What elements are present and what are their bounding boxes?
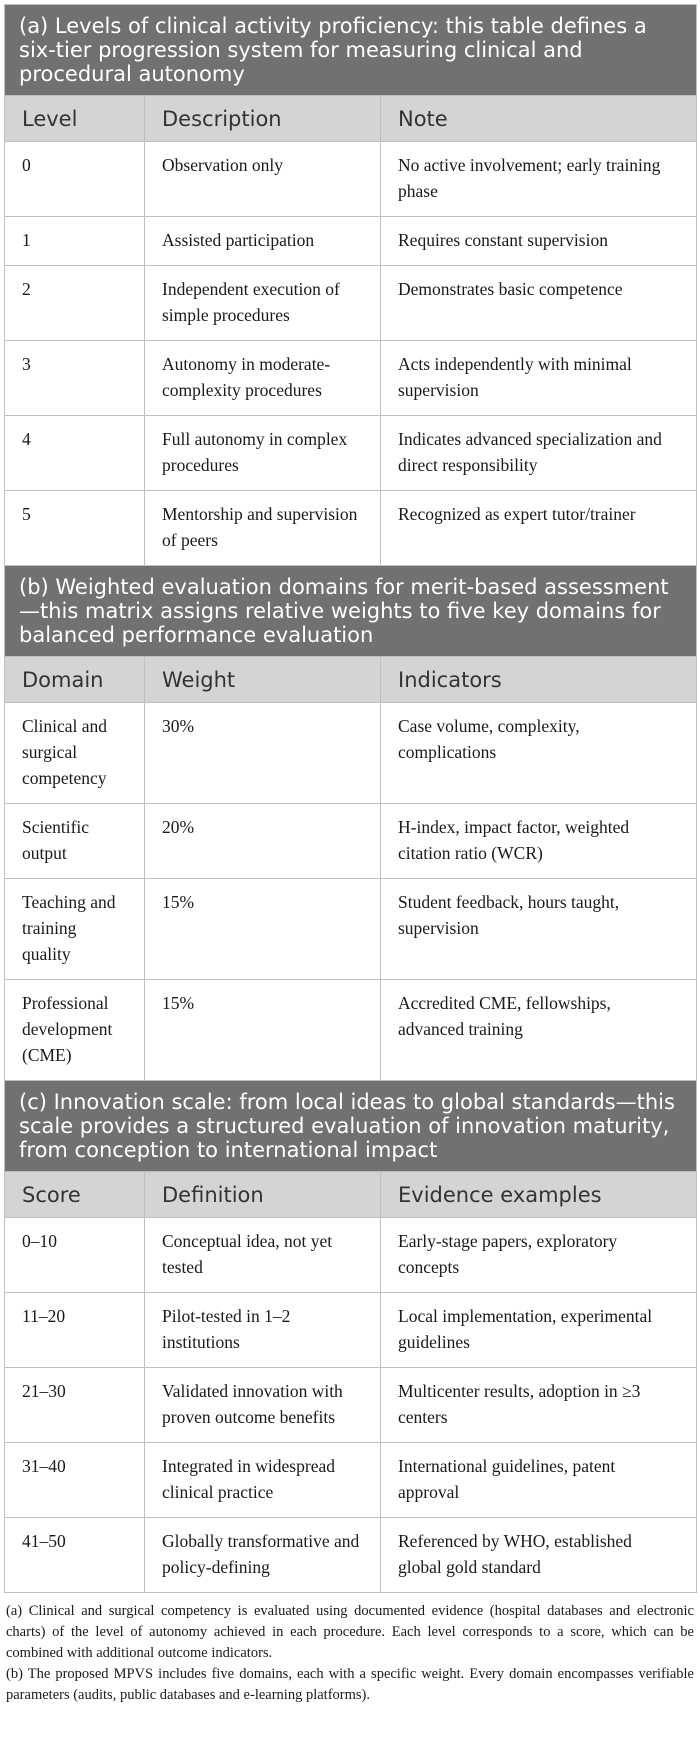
description-cell: Full autonomy in complex procedures bbox=[145, 416, 381, 491]
footnote-b: (b) The proposed MPVS includes five domains, each with a specific weight. Every domain encompasses verifiable parameters (audits, public databases and e-learning platforms). bbox=[6, 1666, 694, 1703]
definition-cell: Validated innovation with proven outcome benefits bbox=[145, 1368, 381, 1443]
definition-cell: Globally transformative and policy-defining bbox=[145, 1518, 381, 1593]
weight-cell: 15% bbox=[145, 980, 381, 1081]
note-cell: Requires constant supervision bbox=[381, 217, 697, 266]
table-row bbox=[5, 703, 697, 804]
table-row bbox=[5, 1518, 697, 1593]
score-cell: 0–10 bbox=[5, 1218, 145, 1293]
level-cell: 2 bbox=[5, 266, 145, 341]
table-footnotes bbox=[4, 1601, 696, 1706]
column-header-definition: Definition bbox=[145, 1172, 381, 1218]
evidence-cell: Multicenter results, adoption in ≥3 centers bbox=[381, 1368, 697, 1443]
section-b-title-row bbox=[5, 566, 697, 657]
table-row bbox=[5, 1368, 697, 1443]
weight-cell: 15% bbox=[145, 879, 381, 980]
evidence-cell: Local implementation, experimental guidelines bbox=[381, 1293, 697, 1368]
evaluation-table bbox=[4, 4, 697, 1593]
domain-cell: Teaching and training quality bbox=[5, 879, 145, 980]
document bbox=[4, 4, 696, 1706]
table-row bbox=[5, 1443, 697, 1518]
domain-cell: Clinical and surgical competency bbox=[5, 703, 145, 804]
level-cell: 4 bbox=[5, 416, 145, 491]
table-row bbox=[5, 804, 697, 879]
level-cell: 1 bbox=[5, 217, 145, 266]
section-b-title: (b) Weighted evaluation domains for merit-based assessment—this matrix assigns relative weights to five key domains for balanced performance evaluation bbox=[5, 566, 697, 657]
definition-cell: Integrated in widespread clinical practice bbox=[145, 1443, 381, 1518]
table-row bbox=[5, 980, 697, 1081]
level-cell: 5 bbox=[5, 491, 145, 566]
section-a-title-row bbox=[5, 5, 697, 96]
column-header-evidence: Evidence examples bbox=[381, 1172, 697, 1218]
description-cell: Assisted participation bbox=[145, 217, 381, 266]
definition-cell: Conceptual idea, not yet tested bbox=[145, 1218, 381, 1293]
description-cell: Mentorship and supervision of peers bbox=[145, 491, 381, 566]
level-cell: 0 bbox=[5, 142, 145, 217]
evidence-cell: Referenced by WHO, established global gold standard bbox=[381, 1518, 697, 1593]
section-c-title-row bbox=[5, 1081, 697, 1172]
note-cell: Indicates advanced specialization and direct responsibility bbox=[381, 416, 697, 491]
table-row bbox=[5, 416, 697, 491]
note-cell: No active involvement; early training phase bbox=[381, 142, 697, 217]
table-row bbox=[5, 341, 697, 416]
table-row bbox=[5, 217, 697, 266]
description-cell: Observation only bbox=[145, 142, 381, 217]
footnote-a: (a) Clinical and surgical competency is evaluated using documented evidence (hospital databases and electronic charts) of the level of autonomy achieved in each procedure. Each level corresponds to a score, which can be combined with additional outcome indicators. bbox=[6, 1603, 694, 1661]
table-row bbox=[5, 1218, 697, 1293]
table-row bbox=[5, 1293, 697, 1368]
table-row bbox=[5, 142, 697, 217]
column-header-score: Score bbox=[5, 1172, 145, 1218]
section-a-header-row bbox=[5, 96, 697, 142]
score-cell: 41–50 bbox=[5, 1518, 145, 1593]
score-cell: 21–30 bbox=[5, 1368, 145, 1443]
domain-cell: Scientific output bbox=[5, 804, 145, 879]
column-header-note: Note bbox=[381, 96, 697, 142]
section-c-header-row bbox=[5, 1172, 697, 1218]
section-a-title: (a) Levels of clinical activity proficiency: this table defines a six-tier progression system for measuring clinical and procedural autonomy bbox=[5, 5, 697, 96]
indicators-cell: Student feedback, hours taught, supervision bbox=[381, 879, 697, 980]
indicators-cell: Case volume, complexity, complications bbox=[381, 703, 697, 804]
table-row bbox=[5, 879, 697, 980]
description-cell: Independent execution of simple procedures bbox=[145, 266, 381, 341]
indicators-cell: H-index, impact factor, weighted citation ratio (WCR) bbox=[381, 804, 697, 879]
column-header-level: Level bbox=[5, 96, 145, 142]
score-cell: 31–40 bbox=[5, 1443, 145, 1518]
column-header-domain: Domain bbox=[5, 657, 145, 703]
table-row bbox=[5, 266, 697, 341]
evidence-cell: Early-stage papers, exploratory concepts bbox=[381, 1218, 697, 1293]
evidence-cell: International guidelines, patent approval bbox=[381, 1443, 697, 1518]
description-cell: Autonomy in moderate-complexity procedures bbox=[145, 341, 381, 416]
section-c-title: (c) Innovation scale: from local ideas to global standards—this scale provides a structured evaluation of innovation maturity, from conception to international impact bbox=[5, 1081, 697, 1172]
section-b-header-row bbox=[5, 657, 697, 703]
note-cell: Demonstrates basic competence bbox=[381, 266, 697, 341]
score-cell: 11–20 bbox=[5, 1293, 145, 1368]
weight-cell: 30% bbox=[145, 703, 381, 804]
definition-cell: Pilot-tested in 1–2 institutions bbox=[145, 1293, 381, 1368]
column-header-weight: Weight bbox=[145, 657, 381, 703]
column-header-indicators: Indicators bbox=[381, 657, 697, 703]
level-cell: 3 bbox=[5, 341, 145, 416]
column-header-description: Description bbox=[145, 96, 381, 142]
indicators-cell: Accredited CME, fellowships, advanced training bbox=[381, 980, 697, 1081]
note-cell: Acts independently with minimal supervision bbox=[381, 341, 697, 416]
domain-cell: Professional development (CME) bbox=[5, 980, 145, 1081]
note-cell: Recognized as expert tutor/trainer bbox=[381, 491, 697, 566]
weight-cell: 20% bbox=[145, 804, 381, 879]
table-row bbox=[5, 491, 697, 566]
